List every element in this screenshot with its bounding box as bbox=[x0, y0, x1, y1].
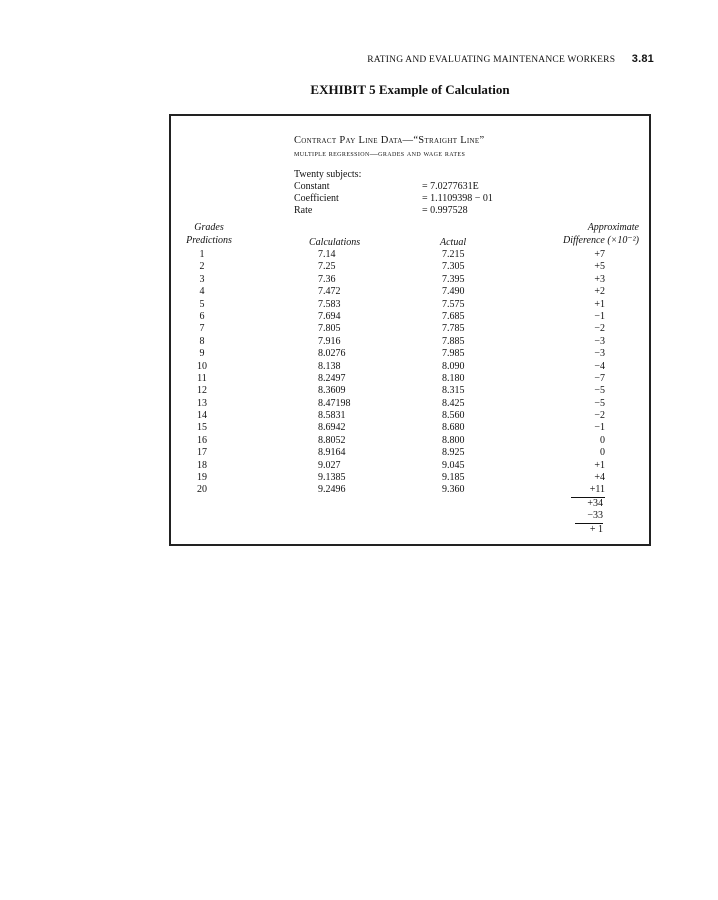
grade-cell: 19 bbox=[197, 472, 207, 484]
table-row bbox=[171, 286, 649, 298]
difference-cell: −2 bbox=[594, 410, 605, 422]
difference-cell: +5 bbox=[594, 261, 605, 273]
grades-header-line2: Predictions bbox=[186, 235, 232, 246]
actual-cell: 8.425 bbox=[442, 397, 465, 409]
actual-cell: 7.490 bbox=[442, 286, 465, 298]
grade-cell: 9 bbox=[199, 348, 205, 360]
regression-parameters bbox=[294, 169, 493, 217]
param-value: = 0.997528 bbox=[422, 205, 468, 216]
actual-cell: 9.045 bbox=[442, 459, 465, 471]
table-row bbox=[171, 274, 649, 286]
difference-cell: +3 bbox=[594, 273, 605, 285]
difference-cell: 0 bbox=[600, 447, 605, 459]
param-row bbox=[294, 193, 493, 205]
page-number: 3.81 bbox=[631, 53, 654, 65]
table-row bbox=[171, 472, 649, 484]
calculation-cell: 8.3609 bbox=[318, 385, 346, 397]
table-row bbox=[171, 385, 649, 397]
table-row bbox=[171, 323, 649, 335]
table-row bbox=[171, 373, 649, 385]
calculation-cell: 7.36 bbox=[318, 273, 336, 285]
table-row bbox=[171, 460, 649, 472]
actual-cell: 7.885 bbox=[442, 335, 465, 347]
grade-cell: 2 bbox=[199, 261, 205, 273]
table-heading bbox=[294, 135, 484, 158]
calculation-cell: 8.47198 bbox=[318, 397, 351, 409]
param-value: = 7.0277631E bbox=[422, 181, 479, 192]
param-label: Coefficient bbox=[294, 193, 339, 204]
calculation-cell: 7.916 bbox=[318, 335, 341, 347]
exhibit-label: EXHIBIT 5 bbox=[310, 82, 376, 97]
param-row bbox=[294, 181, 493, 193]
calculation-cell: 7.694 bbox=[318, 310, 341, 322]
difference-cell: −5 bbox=[594, 385, 605, 397]
column-header-difference bbox=[539, 221, 639, 247]
calculation-cell: 8.0276 bbox=[318, 348, 346, 360]
grade-cell: 3 bbox=[199, 273, 205, 285]
data-rows bbox=[171, 249, 649, 535]
grades-header-line1: Grades bbox=[194, 222, 224, 233]
table-heading-line2: multiple regression—grades and wage rates bbox=[294, 149, 466, 158]
calculation-cell: 9.2496 bbox=[318, 484, 346, 496]
table-row bbox=[171, 311, 649, 323]
grade-cell: 11 bbox=[197, 372, 207, 384]
actual-cell: 9.360 bbox=[442, 484, 465, 496]
calculation-cell: 7.14 bbox=[318, 249, 336, 260]
grade-cell: 4 bbox=[199, 286, 205, 298]
table-row bbox=[171, 249, 649, 261]
table-row bbox=[171, 261, 649, 273]
column-header-calculations: Calculations bbox=[309, 237, 361, 248]
difference-cell: +7 bbox=[594, 249, 605, 260]
difference-cell: −3 bbox=[594, 335, 605, 347]
difference-cell: −3 bbox=[594, 348, 605, 360]
running-head bbox=[367, 53, 654, 65]
running-head-title: RATING AND EVALUATING MAINTENANCE WORKERS bbox=[367, 55, 616, 65]
param-value: = 1.1109398 − 01 bbox=[422, 193, 493, 204]
difference-cell: −2 bbox=[594, 323, 605, 335]
actual-cell: 7.575 bbox=[442, 298, 465, 310]
calculation-cell: 8.6942 bbox=[318, 422, 346, 434]
param-label: Twenty subjects: bbox=[294, 169, 362, 180]
difference-cell: −5 bbox=[594, 397, 605, 409]
grade-cell: 13 bbox=[197, 397, 207, 409]
exhibit-table-frame bbox=[169, 114, 651, 546]
difference-header-line2: Difference (×10⁻²) bbox=[562, 235, 639, 246]
actual-cell: 7.395 bbox=[442, 273, 465, 285]
difference-cell: +1 bbox=[594, 298, 605, 310]
negative-total: −33 bbox=[575, 510, 603, 523]
actual-cell: 8.090 bbox=[442, 360, 465, 372]
actual-cell: 8.680 bbox=[442, 422, 465, 434]
table-row bbox=[171, 361, 649, 373]
param-row bbox=[294, 205, 493, 217]
difference-cell: −1 bbox=[594, 310, 605, 322]
grade-cell: 16 bbox=[197, 434, 207, 446]
actual-cell: 7.685 bbox=[442, 310, 465, 322]
exhibit-title bbox=[51, 82, 718, 98]
positive-total: +34 bbox=[587, 498, 603, 509]
grade-cell: 5 bbox=[199, 298, 205, 310]
actual-cell: 7.785 bbox=[442, 323, 465, 335]
difference-cell: +11 bbox=[571, 484, 605, 497]
actual-cell: 7.215 bbox=[442, 249, 465, 260]
actual-cell: 8.800 bbox=[442, 434, 465, 446]
column-header-actual: Actual bbox=[440, 237, 467, 248]
difference-cell: −7 bbox=[594, 372, 605, 384]
calculation-cell: 8.9164 bbox=[318, 447, 346, 459]
grade-cell: 7 bbox=[199, 323, 205, 335]
calculation-cell: 8.5831 bbox=[318, 410, 346, 422]
table-row bbox=[171, 398, 649, 410]
difference-header-line1: Approximate bbox=[587, 222, 639, 233]
param-label: Constant bbox=[294, 181, 330, 192]
param-label: Rate bbox=[294, 205, 313, 216]
difference-cell: +1 bbox=[594, 459, 605, 471]
grade-cell: 18 bbox=[197, 459, 207, 471]
column-header-grades bbox=[179, 221, 239, 247]
grade-cell: 15 bbox=[197, 422, 207, 434]
grade-cell: 12 bbox=[197, 385, 207, 397]
actual-cell: 7.305 bbox=[442, 261, 465, 273]
actual-cell: 8.315 bbox=[442, 385, 465, 397]
difference-cell: −4 bbox=[594, 360, 605, 372]
grade-cell: 8 bbox=[199, 335, 205, 347]
table-row bbox=[171, 435, 649, 447]
calculation-cell: 7.25 bbox=[318, 261, 336, 273]
net-total: + 1 bbox=[589, 523, 603, 535]
difference-cell: −1 bbox=[594, 422, 605, 434]
actual-cell: 8.560 bbox=[442, 410, 465, 422]
grade-cell: 20 bbox=[197, 484, 207, 496]
param-row bbox=[294, 169, 493, 181]
table-row bbox=[171, 410, 649, 422]
calculation-cell: 7.583 bbox=[318, 298, 341, 310]
table-heading-line1: Contract Pay Line Data—“Straight Line” bbox=[294, 135, 485, 146]
difference-cell: +2 bbox=[594, 286, 605, 298]
difference-cell: 0 bbox=[600, 434, 605, 446]
grade-cell: 6 bbox=[199, 310, 205, 322]
grade-cell: 17 bbox=[197, 447, 207, 459]
actual-cell: 9.185 bbox=[442, 472, 465, 484]
actual-cell: 8.180 bbox=[442, 372, 465, 384]
calculation-cell: 8.8052 bbox=[318, 434, 346, 446]
table-row bbox=[171, 447, 649, 459]
actual-cell: 8.925 bbox=[442, 447, 465, 459]
table-row bbox=[171, 336, 649, 348]
grade-cell: 10 bbox=[197, 360, 207, 372]
grade-cell: 14 bbox=[197, 410, 207, 422]
calculation-cell: 7.805 bbox=[318, 323, 341, 335]
table-row bbox=[171, 299, 649, 311]
table-row bbox=[171, 484, 649, 496]
calculation-cell: 9.027 bbox=[318, 459, 341, 471]
calculation-cell: 8.2497 bbox=[318, 372, 346, 384]
exhibit-caption: Example of Calculation bbox=[378, 82, 510, 97]
calculation-cell: 9.1385 bbox=[318, 472, 346, 484]
table-row bbox=[171, 422, 649, 434]
difference-cell: +4 bbox=[594, 472, 605, 484]
calculation-cell: 8.138 bbox=[318, 360, 341, 372]
grade-cell: 1 bbox=[199, 249, 205, 260]
table-row bbox=[171, 348, 649, 360]
calculation-cell: 7.472 bbox=[318, 286, 341, 298]
actual-cell: 7.985 bbox=[442, 348, 465, 360]
